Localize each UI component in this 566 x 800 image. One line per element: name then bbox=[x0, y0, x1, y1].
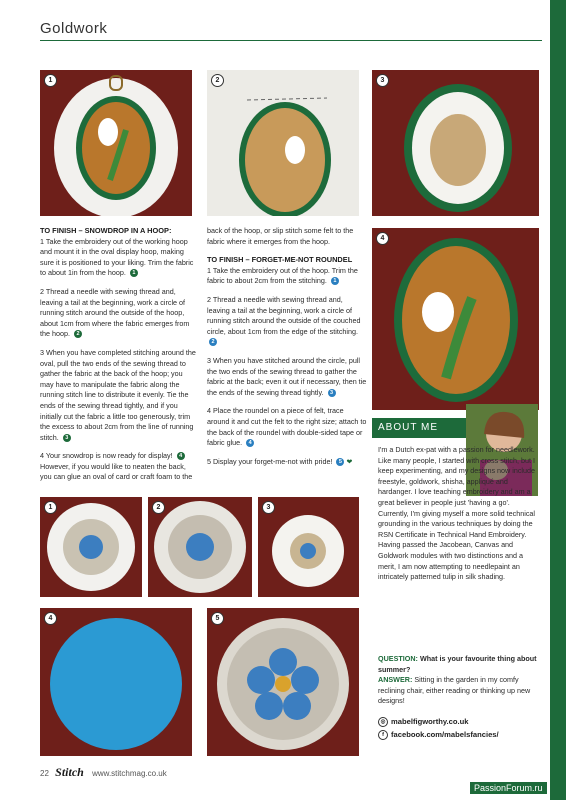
step-ref-badge: 3 bbox=[63, 434, 71, 442]
snowdrop-step-2: 2 Thread a needle with sewing thread and, leaving a tail at the beginning, work a circle of running stitch around the outside of the hoop, about 1cm from where the fabric emerges from the hoop. bbox=[40, 286, 190, 339]
photo-number: 3 bbox=[262, 501, 275, 514]
forget-heading: TO FINISH – FORGET-ME-NOT ROUNDEL bbox=[207, 255, 353, 265]
facebook-text: facebook.com/mabelsfancies/ bbox=[391, 730, 499, 739]
step-ref-badge: 2 bbox=[209, 338, 217, 346]
question-text: What is your favourite thing about summer? bbox=[378, 654, 537, 674]
photo-roundel-step-2 bbox=[148, 497, 252, 597]
photo-number: 1 bbox=[44, 74, 57, 87]
magazine-logo: Stitch bbox=[55, 765, 84, 779]
answer-label: ANSWER: bbox=[378, 675, 413, 685]
side-color-bar bbox=[550, 0, 566, 800]
question-answer bbox=[378, 654, 538, 707]
photo-number: 2 bbox=[211, 74, 224, 87]
step-ref-badge: 4 bbox=[177, 452, 185, 460]
snowdrop-step-3: 3 When you have completed stitching around the oval, pull the two ends of the sewing thread to gather the fabric at the back of the hoop; you may have to manipulate the fabric along the running stitch line to distribute it evenly. Tie the ends of the sewing thread tightly, and if you initially cut the fabric a little too generously, trim the excess to about 2cm from the line of running stitch. bbox=[40, 347, 196, 442]
facebook-link[interactable] bbox=[378, 730, 499, 740]
website-link[interactable] bbox=[378, 717, 469, 727]
heart-icon: ❤ bbox=[346, 458, 353, 466]
photo-step-3-gathered-back bbox=[372, 70, 539, 216]
about-me-heading: ABOUT ME bbox=[372, 418, 470, 438]
photo-step-1-snowdrop-hoop bbox=[40, 70, 192, 216]
section-title: Goldwork bbox=[40, 20, 108, 37]
photo-number: 4 bbox=[44, 612, 57, 625]
snowdrop-column bbox=[40, 226, 198, 483]
title-rule bbox=[40, 40, 542, 41]
forget-step-2: 2 Thread a needle with sewing thread and, leaving a tail at the beginning, work a circle of running stitch around the outside of the couched circle, about 1cm from the edge of the stitching. bbox=[207, 294, 361, 336]
photo-number: 5 bbox=[211, 612, 224, 625]
website-text: mabelfigworthy.co.uk bbox=[391, 717, 469, 726]
forget-me-not-column bbox=[207, 226, 367, 468]
facebook-icon: f bbox=[378, 730, 388, 740]
globe-icon: ◎ bbox=[378, 717, 388, 727]
about-me-text: I'm a Dutch ex-pat with a passion for needlework. Like many people, I started with cross stitch, but I keep experimenting, and my designs now include freestyle, goldwork, shisha, appliqué and hardanger. I love teaching embroidery and am a great believer in people just 'having a go'. Currently, I'm giving myself a more solid technical grounding in the various techniques by doing the RSN Certificate in Technical Hand Embroidery. Having passed the Jacobean, Canvas and Goldwork modules with two distinctions and a merit, I am now attempting to needlepaint an intricately patterned tulip in silk shading. bbox=[378, 445, 536, 582]
photo-number: 2 bbox=[152, 501, 165, 514]
photo-roundel-step-1 bbox=[40, 497, 142, 597]
snowdrop-step-1: 1 Take the embroidery out of the working hoop and mount it in the oval display hoop, making sure it is positioned to your liking. Trim the fabric to about 1in from the hoop. bbox=[40, 236, 194, 278]
photo-step-2-running-stitch bbox=[207, 70, 359, 216]
forget-step-4: 4 Place the roundel on a piece of felt, trace around it and cut the felt to the right size; attach to the back of the roundel with double-sided tape or fabric glue. bbox=[207, 406, 367, 448]
photo-number: 3 bbox=[376, 74, 389, 87]
page-footer bbox=[40, 765, 167, 780]
step-ref-badge: 1 bbox=[130, 269, 138, 277]
magazine-url: www.stitchmag.co.uk bbox=[92, 769, 167, 778]
step-ref-badge: 3 bbox=[328, 389, 336, 397]
step-ref-badge: 2 bbox=[74, 330, 82, 338]
watermark: PassionForum.ru bbox=[470, 782, 547, 794]
snowdrop-step-4-continued: However, if you would like to neaten the back, you can glue an oval of card or craft foam to the bbox=[40, 461, 193, 482]
forget-intro: back of the hoop, or slip stitch some felt to the fabric where it emerges from the hoop. bbox=[207, 226, 354, 246]
photo-roundel-step-3 bbox=[258, 497, 359, 597]
forget-step-3: 3 When you have stitched around the circle, pull the two ends of the sewing thread to gather the fabric at the back; even it out if necessary, then tie the ends of the sewing thread tightly. bbox=[207, 355, 367, 397]
forget-step-5: 5 Display your forget-me-not with pride! bbox=[207, 456, 333, 466]
photo-roundel-step-5-finished bbox=[207, 608, 359, 756]
snowdrop-heading: TO FINISH – SNOWDROP IN A HOOP: bbox=[40, 226, 172, 235]
photo-step-4-finished-snowdrop bbox=[372, 228, 539, 410]
step-ref-badge: 5 bbox=[336, 458, 344, 466]
step-ref-badge: 4 bbox=[246, 439, 254, 447]
answer-text: Sitting in the garden in my comfy reclining chair, either reading or thinking up new designs! bbox=[378, 675, 531, 706]
step-ref-badge: 1 bbox=[331, 277, 339, 285]
forget-step-1: 1 Take the embroidery out of the hoop. Trim the fabric to about 2cm from the stitching. bbox=[207, 265, 358, 286]
page-number: 22 bbox=[40, 769, 49, 778]
snowdrop-step-4: 4 Your snowdrop is now ready for display! bbox=[40, 451, 173, 461]
photo-number: 4 bbox=[376, 232, 389, 245]
question-label: QUESTION: bbox=[378, 654, 418, 663]
photo-number: 1 bbox=[44, 501, 57, 514]
photo-roundel-step-4-felt bbox=[40, 608, 192, 756]
